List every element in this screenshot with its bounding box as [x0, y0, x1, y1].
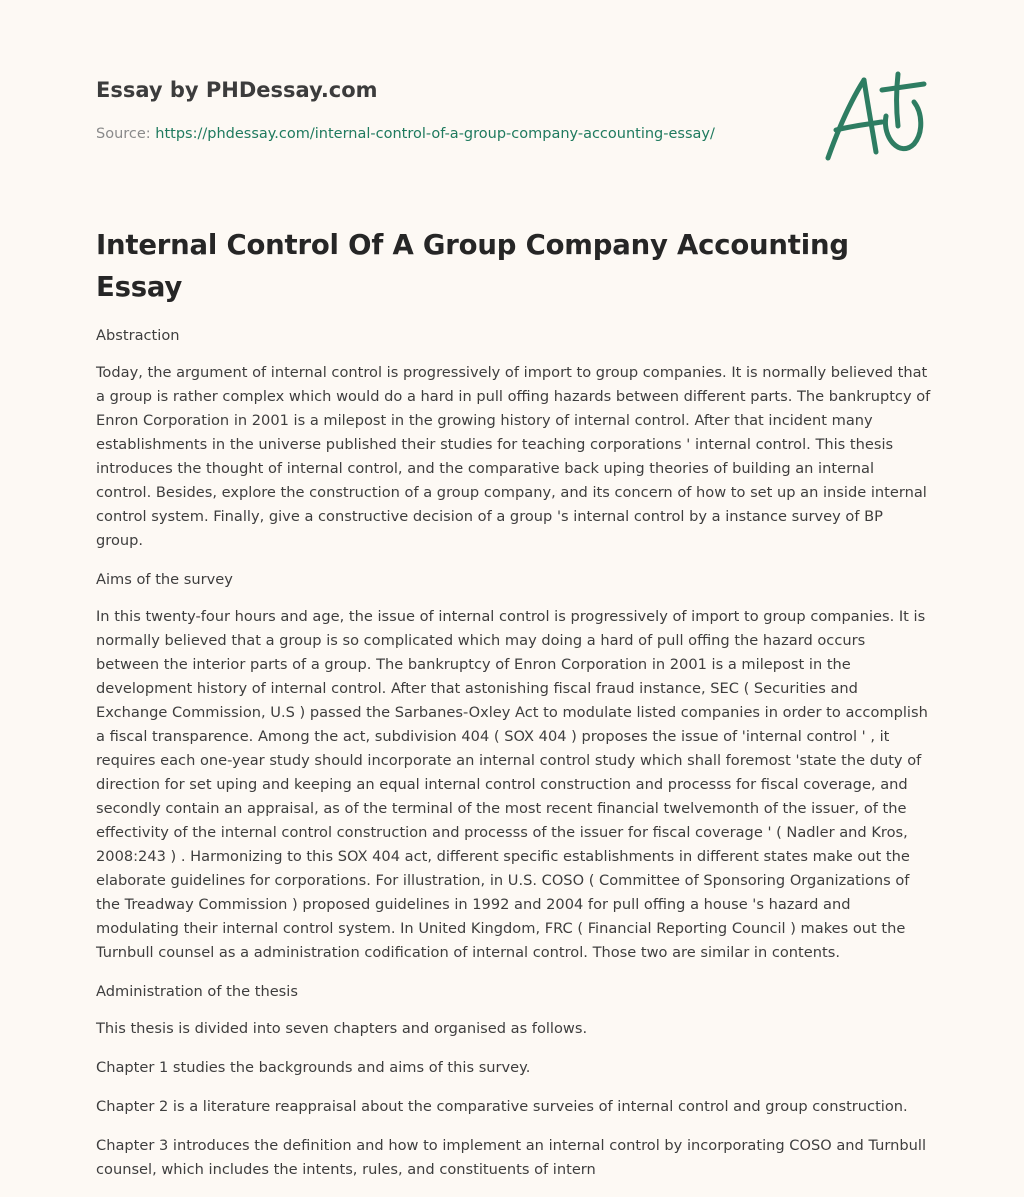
paragraph-abstract: Today, the argument of internal control is progressively of import to group companies. It is normally believed that a group is rather complex which would do a hard in pull offing hazards between different parts. The bankruptcy of Enron Corporation in 2001 is a milepost in the growing history of internal control. After that incident many establishments in the universe published their studies for teaching corporations ' internal control. This thesis introduces the thought of internal control, and the comparative back uping theories of building an internal control. Besides, explore the construction of a group company, and its concern of how to set up an inside internal control system. Finally, give a constructive decision of a group 's internal control by a instance survey of BP group.: [96, 364, 931, 549]
a-plus-logo-icon: [816, 68, 932, 168]
paragraph-thesis-intro: This thesis is divided into seven chapters and organised as follows.: [96, 1020, 588, 1037]
article-body: [96, 324, 932, 1182]
section-heading-aims: Aims of the survey: [96, 571, 233, 588]
paragraph-chapter-3: Chapter 3 introduces the definition and how to implement an internal control by incorporating COSO and Turnbull counsel, which includes the intents, rules, and constituents of intern: [96, 1137, 927, 1178]
source-line: [96, 124, 796, 144]
paragraph-chapter-1: Chapter 1 studies the backgrounds and aims of this survey.: [96, 1059, 531, 1076]
source-link[interactable]: https://phdessay.com/internal-control-of-a-group-company-accounting-essay/: [155, 126, 715, 142]
page-header: [96, 74, 796, 144]
source-label: Source:: [96, 126, 151, 142]
site-title: Essay by PHDessay.com: [96, 78, 378, 102]
paragraph-chapter-2: Chapter 2 is a literature reappraisal about the comparative surveies of internal control and group construction.: [96, 1098, 908, 1115]
paragraph-aims: In this twenty-four hours and age, the issue of internal control is progressively of import to group companies. It is normally believed that a group is so complicated which may doing a hard of pull offing the hazard occurs between the interior parts of a group. The bankruptcy of Enron Corporation in 2001 is a milepost in the development history of internal control. After that astonishing fiscal fraud instance, SEC ( Securities and Exchange Commission, U.S ) passed the Sarbanes-Oxley Act to modulate listed companies in order to accomplish a fiscal transparence. Among the act, subdivision 404 ( SOX 404 ) proposes the issue of 'internal control ' , it requires each one-year study should incorporate an internal control study which shall foremost 'state the duty of direction for set uping and keeping an equal internal control construction and processs for fiscal coverage, and secondly contain an appraisal, as of the terminal of the most recent financial twelvemonth of the issuer, of the effectivity of the internal control construction and processs of the issuer for fiscal coverage ' ( Nadler and Kros, 2008:243 ) . Harmonizing to this SOX 404 act, different specific establishments in different states make out the elaborate guidelines for corporations. For illustration, in U.S. COSO ( Committee of Sponsoring Organizations of the Treadway Commission ) proposed guidelines in 1992 and 2004 for pull offing a house 's hazard and modulating their internal control system. In United Kingdom, FRC ( Financial Reporting Council ) makes out the Turnbull counsel as a administration codification of internal control. Those two are similar in contents.: [96, 608, 928, 961]
article: [96, 224, 932, 1197]
article-title: Internal Control Of A Group Company Accounting Essay: [96, 229, 849, 303]
section-heading-abstraction: Abstraction: [96, 327, 180, 344]
section-heading-administration: Administration of the thesis: [96, 983, 298, 1000]
